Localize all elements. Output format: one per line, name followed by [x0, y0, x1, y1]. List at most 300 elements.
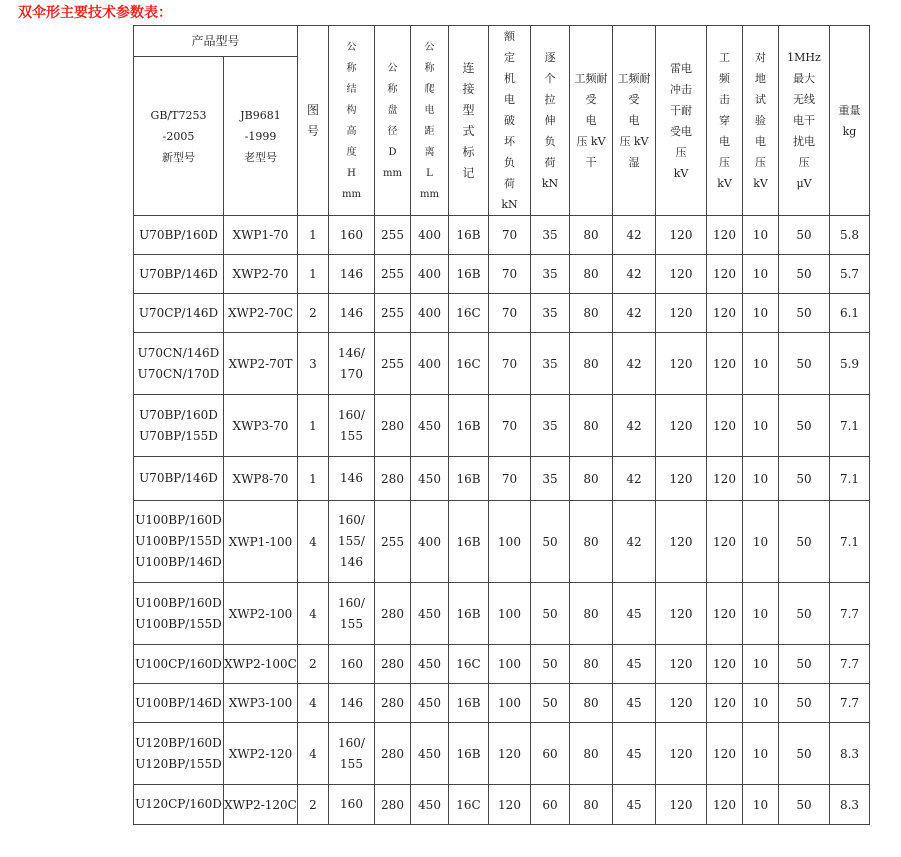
header-diameter [375, 26, 411, 216]
cell-figure: 2 [298, 294, 329, 333]
cell-new-model [134, 684, 224, 723]
cell-old-model: XWP2-70C [224, 294, 298, 333]
header-ground-test [743, 26, 779, 216]
cell-pf-puncture: 120 [707, 785, 743, 825]
header-line: mm [420, 188, 439, 200]
table-row [134, 785, 870, 825]
cell-height-line: 146/ [338, 345, 365, 360]
cell-height-line: 146 [340, 695, 363, 710]
table-row [134, 583, 870, 645]
cell-ground-test: 10 [743, 333, 779, 395]
cell-tension-load: 50 [531, 684, 570, 723]
header-line: 重量 [838, 103, 861, 117]
header-line: 受电 [670, 124, 692, 138]
cell-creepage: 450 [411, 457, 449, 501]
cell-rated-load: 100 [489, 501, 531, 583]
cell-creepage: 450 [411, 684, 449, 723]
cell-new-model-line: U70BP/146D [139, 266, 218, 281]
header-line: 公 [346, 41, 357, 53]
cell-height-line: 155/ [338, 534, 365, 548]
cell-diameter: 280 [375, 645, 411, 684]
header-new-model [134, 57, 224, 216]
cell-figure: 4 [298, 501, 329, 583]
table-row [134, 501, 870, 583]
header-line: kN [501, 198, 518, 211]
cell-ground-test: 10 [743, 395, 779, 457]
cell-height-line: 160 [340, 227, 363, 242]
cell-diameter: 255 [375, 294, 411, 333]
table-row [134, 216, 870, 255]
spec-table [133, 25, 870, 825]
cell-connection: 16B [449, 395, 489, 457]
header-line: 拉 [544, 93, 556, 106]
cell-old-model: XWP3-100 [224, 684, 298, 723]
cell-weight: 7.1 [830, 395, 870, 457]
header-line: -2005 [162, 129, 195, 143]
header-height [329, 26, 375, 216]
cell-height [329, 723, 375, 785]
cell-new-model [134, 785, 224, 825]
table-row [134, 457, 870, 501]
cell-connection: 16B [449, 457, 489, 501]
table-row [134, 294, 870, 333]
header-line: L [426, 167, 433, 179]
cell-new-model-line: U70CN/170D [137, 366, 220, 381]
cell-creepage: 400 [411, 216, 449, 255]
header-line: 干耐 [670, 103, 692, 117]
header-line: 压 [675, 145, 687, 159]
cell-figure: 3 [298, 333, 329, 395]
cell-pf-dry: 80 [570, 583, 613, 645]
cell-pf-puncture: 120 [707, 723, 743, 785]
cell-new-model [134, 645, 224, 684]
header-line: D [388, 146, 397, 158]
cell-rated-load: 70 [489, 294, 531, 333]
cell-pf-puncture: 120 [707, 216, 743, 255]
table-row [134, 645, 870, 684]
cell-riv: 50 [779, 294, 830, 333]
cell-riv: 50 [779, 785, 830, 825]
cell-weight: 6.1 [830, 294, 870, 333]
cell-new-model-line: U100BP/160D [135, 595, 222, 610]
cell-lightning-impulse: 120 [656, 785, 707, 825]
header-line: 1MHz [787, 51, 821, 64]
header-line: 构 [346, 104, 357, 116]
header-line: -1999 [244, 129, 277, 143]
cell-diameter: 255 [375, 255, 411, 294]
header-line: 盘 [387, 104, 398, 116]
header-connection [449, 26, 489, 216]
cell-weight: 7.1 [830, 501, 870, 583]
cell-height [329, 333, 375, 395]
header-line: GB/T7253 [150, 108, 207, 122]
cell-riv: 50 [779, 333, 830, 395]
cell-new-model [134, 395, 224, 457]
cell-weight: 5.7 [830, 255, 870, 294]
header-line: 荷 [504, 177, 515, 190]
cell-weight: 7.7 [830, 583, 870, 645]
header-line: 结 [346, 83, 357, 95]
header-line: 高 [346, 125, 357, 137]
cell-height-line: 146 [340, 471, 363, 485]
cell-tension-load: 35 [531, 395, 570, 457]
header-line: 电 [585, 114, 597, 127]
cell-new-model [134, 457, 224, 501]
cell-diameter: 255 [375, 501, 411, 583]
header-line: 干 [585, 156, 597, 169]
header-creepage [411, 26, 449, 216]
cell-height-line: 160 [340, 656, 363, 671]
header-line: 湿 [628, 156, 640, 169]
cell-figure: 1 [298, 216, 329, 255]
cell-pf-dry: 80 [570, 684, 613, 723]
cell-new-model-line: U100BP/146D [135, 555, 222, 569]
header-line: 工 [719, 51, 730, 64]
cell-height [329, 294, 375, 333]
header-line: 号 [306, 123, 319, 138]
cell-creepage: 450 [411, 785, 449, 825]
cell-pf-puncture: 120 [707, 457, 743, 501]
header-lightning-impulse [656, 26, 707, 216]
table-row [134, 723, 870, 785]
cell-connection: 16B [449, 501, 489, 583]
cell-pf-wet: 45 [613, 684, 656, 723]
cell-weight: 7.1 [830, 457, 870, 501]
cell-diameter: 280 [375, 723, 411, 785]
header-riv [779, 26, 830, 216]
cell-height-line: 146 [340, 555, 363, 569]
table-row [134, 333, 870, 395]
cell-pf-puncture: 120 [707, 583, 743, 645]
header-line: 图 [306, 102, 319, 117]
cell-height-line: 170 [340, 366, 363, 381]
header-line: 压 kV [619, 135, 649, 148]
cell-pf-dry: 80 [570, 645, 613, 684]
header-line: 电 [628, 114, 640, 127]
cell-pf-dry: 80 [570, 785, 613, 825]
cell-figure: 4 [298, 583, 329, 645]
header-line: 压 kV [576, 135, 606, 148]
cell-tension-load: 35 [531, 294, 570, 333]
cell-old-model: XWP2-120C [224, 785, 298, 825]
cell-new-model-line: U100BP/155D [135, 616, 222, 631]
header-line: 雷电 [670, 61, 692, 75]
cell-new-model-line: U120BP/160D [135, 735, 222, 750]
cell-creepage: 400 [411, 294, 449, 333]
cell-height-line: 160 [340, 797, 363, 811]
cell-pf-puncture: 120 [707, 395, 743, 457]
header-line: 离 [424, 146, 435, 158]
cell-creepage: 450 [411, 583, 449, 645]
header-line: kV [717, 177, 732, 190]
header-line: mm [383, 167, 402, 179]
cell-ground-test: 10 [743, 645, 779, 684]
cell-height [329, 583, 375, 645]
cell-lightning-impulse: 120 [656, 684, 707, 723]
header-tension-load [531, 26, 570, 216]
header-line: 公 [424, 41, 435, 53]
cell-figure: 1 [298, 255, 329, 294]
cell-tension-load: 50 [531, 583, 570, 645]
cell-pf-dry: 80 [570, 501, 613, 583]
cell-connection: 16B [449, 583, 489, 645]
cell-new-model [134, 255, 224, 294]
cell-ground-test: 10 [743, 216, 779, 255]
header-line: 个 [544, 72, 556, 85]
cell-height-line: 160/ [338, 595, 365, 610]
cell-ground-test: 10 [743, 294, 779, 333]
cell-tension-load: 35 [531, 216, 570, 255]
header-line: 电 [755, 135, 766, 148]
header-line: 压 [798, 156, 810, 169]
cell-pf-puncture: 120 [707, 684, 743, 723]
cell-tension-load: 50 [531, 501, 570, 583]
header-line: 额 [504, 30, 515, 43]
cell-pf-wet: 42 [613, 457, 656, 501]
cell-new-model [134, 333, 224, 395]
cell-weight: 8.3 [830, 723, 870, 785]
cell-connection: 16B [449, 684, 489, 723]
cell-creepage: 400 [411, 501, 449, 583]
header-line: 称 [387, 83, 398, 95]
cell-riv: 50 [779, 216, 830, 255]
header-line: 连 [462, 60, 475, 75]
header-line: 电干 [793, 114, 815, 127]
cell-riv: 50 [779, 645, 830, 684]
header-line: 定 [504, 51, 515, 64]
cell-old-model: XWP2-100C [224, 645, 298, 684]
header-old-model [224, 57, 298, 216]
cell-old-model: XWP2-70T [224, 333, 298, 395]
cell-riv: 50 [779, 583, 830, 645]
cell-rated-load: 70 [489, 216, 531, 255]
cell-height-line: 146 [340, 266, 363, 281]
header-line: 标 [462, 144, 475, 159]
cell-pf-dry: 80 [570, 216, 613, 255]
cell-ground-test: 10 [743, 583, 779, 645]
cell-weight: 7.7 [830, 645, 870, 684]
cell-ground-test: 10 [743, 684, 779, 723]
header-line: 压 [719, 156, 730, 169]
header-line: JB9681 [240, 108, 281, 122]
cell-diameter: 255 [375, 333, 411, 395]
header-line: 工频耐 [617, 72, 651, 85]
header-pf-puncture [707, 26, 743, 216]
cell-pf-wet: 45 [613, 645, 656, 684]
cell-pf-puncture: 120 [707, 294, 743, 333]
cell-weight: 5.8 [830, 216, 870, 255]
cell-old-model: XWP1-100 [224, 501, 298, 583]
cell-tension-load: 35 [531, 457, 570, 501]
cell-pf-dry: 80 [570, 457, 613, 501]
cell-riv: 50 [779, 255, 830, 294]
header-line: 爬 [424, 83, 435, 95]
header-weight [830, 26, 870, 216]
header-line: 称 [424, 62, 435, 74]
cell-pf-wet: 42 [613, 395, 656, 457]
header-line: 伸 [544, 114, 556, 127]
cell-new-model-line: U100BP/155D [135, 534, 222, 548]
cell-new-model-line: U100BP/160D [135, 513, 222, 527]
cell-connection: 16B [449, 723, 489, 785]
cell-old-model: XWP8-70 [224, 457, 298, 501]
cell-rated-load: 100 [489, 684, 531, 723]
cell-riv: 50 [779, 395, 830, 457]
header-line: 工频耐 [574, 72, 608, 85]
cell-pf-dry: 80 [570, 395, 613, 457]
header-line: 压 [755, 156, 766, 169]
header-line: 受 [628, 93, 640, 106]
cell-pf-wet: 45 [613, 785, 656, 825]
cell-figure: 4 [298, 684, 329, 723]
cell-ground-test: 10 [743, 457, 779, 501]
cell-pf-wet: 45 [613, 723, 656, 785]
cell-rated-load: 70 [489, 457, 531, 501]
cell-height-line: 160/ [338, 735, 365, 750]
header-line: 试 [755, 93, 766, 106]
header-line: 破 [504, 114, 515, 127]
cell-pf-puncture: 120 [707, 255, 743, 294]
cell-lightning-impulse: 120 [656, 255, 707, 294]
header-line: 老型号 [244, 150, 277, 164]
cell-pf-dry: 80 [570, 294, 613, 333]
cell-diameter: 280 [375, 583, 411, 645]
cell-new-model [134, 501, 224, 583]
header-line: 对 [755, 51, 766, 64]
cell-connection: 16C [449, 785, 489, 825]
cell-pf-dry: 80 [570, 333, 613, 395]
header-line: 验 [755, 114, 766, 127]
cell-diameter: 280 [375, 684, 411, 723]
cell-new-model [134, 294, 224, 333]
header-line: 负 [544, 135, 556, 148]
cell-tension-load: 35 [531, 333, 570, 395]
cell-connection: 16B [449, 216, 489, 255]
cell-diameter: 280 [375, 457, 411, 501]
cell-pf-wet: 42 [613, 294, 656, 333]
cell-height [329, 501, 375, 583]
header-line: 负 [504, 156, 515, 169]
cell-lightning-impulse: 120 [656, 457, 707, 501]
cell-height [329, 684, 375, 723]
cell-ground-test: 10 [743, 785, 779, 825]
cell-lightning-impulse: 120 [656, 645, 707, 684]
cell-connection: 16C [449, 333, 489, 395]
cell-pf-wet: 42 [613, 333, 656, 395]
table-row [134, 684, 870, 723]
cell-tension-load: 60 [531, 785, 570, 825]
cell-height [329, 216, 375, 255]
cell-ground-test: 10 [743, 501, 779, 583]
cell-rated-load: 120 [489, 723, 531, 785]
header-pf-dry [570, 26, 613, 216]
header-line: 新型号 [162, 150, 195, 164]
header-line: kg [842, 124, 857, 138]
cell-rated-load: 70 [489, 395, 531, 457]
cell-old-model: XWP2-100 [224, 583, 298, 645]
cell-rated-load: 70 [489, 333, 531, 395]
header-line: 度 [346, 146, 357, 158]
table-body [134, 216, 870, 825]
cell-new-model [134, 583, 224, 645]
cell-weight: 7.7 [830, 684, 870, 723]
header-rated-load [489, 26, 531, 216]
cell-new-model-line: U70BP/155D [139, 428, 218, 443]
cell-pf-wet: 42 [613, 501, 656, 583]
header-line: 称 [346, 62, 357, 74]
cell-new-model-line: U70BP/146D [139, 471, 218, 485]
header-line: 径 [387, 125, 398, 137]
cell-figure: 1 [298, 395, 329, 457]
cell-height-line: 155 [340, 428, 363, 443]
cell-new-model-line: U70CP/146D [138, 305, 219, 320]
cell-height-line: 160/ [338, 513, 365, 527]
cell-connection: 16C [449, 294, 489, 333]
cell-creepage: 450 [411, 723, 449, 785]
cell-old-model: XWP1-70 [224, 216, 298, 255]
header-line: 接 [462, 81, 475, 96]
cell-pf-wet: 42 [613, 216, 656, 255]
cell-weight: 5.9 [830, 333, 870, 395]
header-line: 地 [755, 72, 766, 85]
cell-new-model-line: U100BP/146D [135, 695, 222, 710]
table-title: 双伞形主要技术参数表： [18, 5, 172, 21]
cell-weight: 8.3 [830, 785, 870, 825]
cell-height [329, 785, 375, 825]
header-line: 公 [387, 62, 398, 74]
cell-pf-puncture: 120 [707, 645, 743, 684]
cell-lightning-impulse: 120 [656, 294, 707, 333]
cell-rated-load: 120 [489, 785, 531, 825]
cell-new-model-line: U120BP/155D [135, 756, 222, 771]
cell-height [329, 395, 375, 457]
header-pf-wet [613, 26, 656, 216]
cell-new-model-line: U70BP/160D [139, 227, 218, 242]
header-line: kN [541, 177, 559, 190]
header-line: 距 [424, 125, 435, 137]
cell-height-line: 155 [340, 616, 363, 631]
cell-riv: 50 [779, 684, 830, 723]
header-line: 无线 [793, 93, 815, 106]
header-line: μV [796, 177, 812, 190]
header-line: 电 [504, 93, 515, 106]
cell-ground-test: 10 [743, 723, 779, 785]
cell-riv: 50 [779, 457, 830, 501]
cell-lightning-impulse: 120 [656, 583, 707, 645]
header-line: kV [673, 166, 689, 180]
cell-tension-load: 60 [531, 723, 570, 785]
header-line: 记 [462, 165, 475, 180]
cell-lightning-impulse: 120 [656, 723, 707, 785]
cell-lightning-impulse: 120 [656, 333, 707, 395]
header-line: 荷 [544, 156, 556, 169]
cell-creepage: 450 [411, 395, 449, 457]
cell-new-model [134, 723, 224, 785]
cell-height [329, 255, 375, 294]
cell-new-model-line: U100CP/160D [135, 656, 222, 671]
cell-old-model: XWP3-70 [224, 395, 298, 457]
cell-new-model-line: U120CP/160D [135, 797, 222, 811]
header-line: 冲击 [670, 82, 692, 96]
header-line: 型 [462, 102, 475, 117]
cell-diameter: 280 [375, 785, 411, 825]
cell-rated-load: 100 [489, 645, 531, 684]
table-header [134, 26, 870, 216]
cell-pf-wet: 42 [613, 255, 656, 294]
cell-riv: 50 [779, 501, 830, 583]
header-line: 穿 [719, 114, 730, 127]
cell-connection: 16B [449, 255, 489, 294]
